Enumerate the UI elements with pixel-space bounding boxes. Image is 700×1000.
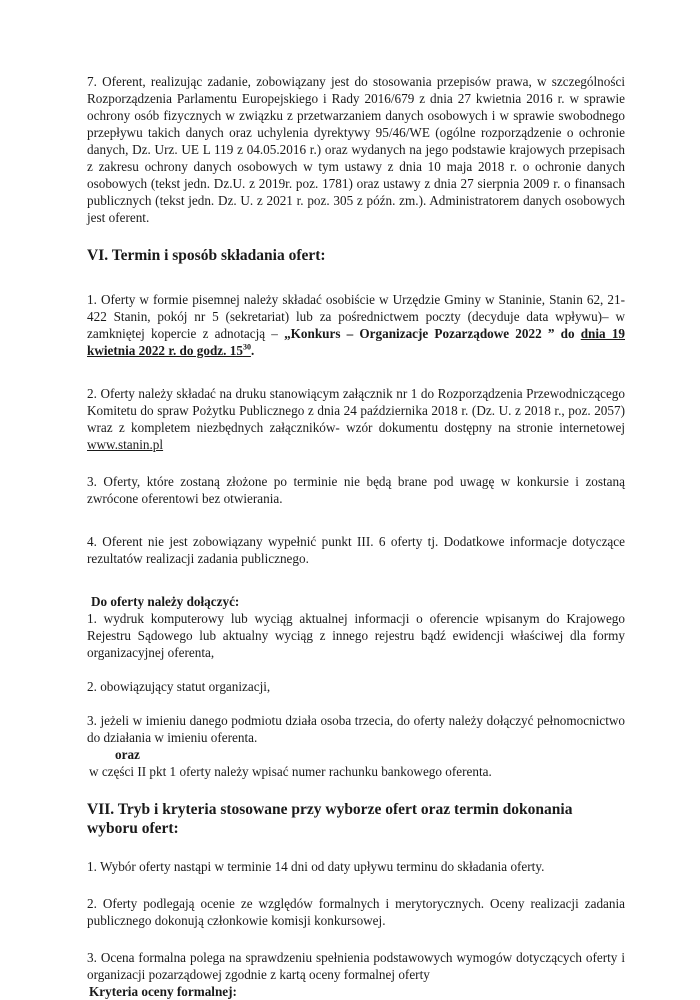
item-2-text: 2. Oferty należy składać na druku stanowiącym załącznik nr 1 do Rozporządzenia Przewodniczącego Komitetu do spraw Pożytku Publicznego z dnia 24 października 2018 r. (Dz. U. z 2018 r., poz. 2057) wraz z kompletem niezbędnych załączników- wzór dokumentu dostępny na stronie internetowej xyxy=(87,386,625,435)
deadline-minutes: 30 xyxy=(242,342,251,352)
section-vi-item-2 xyxy=(87,385,625,453)
stanin-website-link[interactable]: www.stanin.pl xyxy=(87,437,164,452)
attachment-2: 2. obowiązujący statut organizacji, xyxy=(87,679,271,694)
attachments-heading: Do oferty należy dołączyć: xyxy=(91,594,240,609)
formal-criteria-heading: Kryteria oceny formalnej: xyxy=(89,984,237,999)
document-content xyxy=(87,73,625,1000)
oraz-label: oraz xyxy=(115,747,140,762)
item-1-deadline: dnia 19 kwietnia 2022 r. do godz. $15^{30}$ xyxy=(87,326,626,358)
item-1-contest-name: „Konkurs – Organizacje Pozarządowe 2022 ” do xyxy=(284,326,581,341)
section-vi-heading: VI. Termin i sposób składania ofert: xyxy=(87,247,326,264)
section-vii-item-3: 3. Ocena formalna polega na sprawdzeniu spełnienia podstawowych wymogów dotyczących oferty i organizacji pozarządowej zgodnie z kartą oceny formalnej oferty xyxy=(87,950,625,982)
paragraph-7: 7. Oferent, realizując zadanie, zobowiązany jest do stosowania przepisów prawa, w szczególności Rozporządzenia Parlamentu Europejskiego i Rady 2016/679 z dnia 27 kwietnia 2016 r. w sprawie ochrony osób fizycznych w związku z przetwarzaniem danych osobowych i w sprawie swobodnego przepływu takich danych oraz uchylenia dyrektywy 95/46/WE (ogólne rozporządzenie o ochronie danych, Dz. Urz. UE L 119 z 04.05.2016 r.) oraz wydanych na jego podstawie krajowych przepisach z zakresu ochrony danych osobowych w tym ustawy z dnia 10 maja 2018 r. o ochronie danych osobowych (tekst jedn. Dz.U. z 2019r. poz. 1781) oraz ustawy z dnia 27 sierpnia 2009 r. o finansach publicznych (tekst jedn. Dz. U. z 2021 r. poz. 305 z późn. zm.). Administratorem danych osobowych jest oferent. xyxy=(87,74,625,225)
section-vi-item-1: 1. Oferty w formie pisemnej należy składać osobiście w Urzędzie Gminy w Staninie, Stanin 62, 21-422 Stanin, pokój nr 5 (sekretariat) lub za pośrednictwem poczty (decyduje data wpływu)– w zamkniętej kopercie z adnotacją – „Konkurs – Organizacje Pozarządowe 2022 ” do dnia 19 kwietnia 2022 r. do godz. $15^{30}$. xyxy=(87,292,626,358)
item-1-text: 1. Oferty w formie pisemnej należy składać osobiście w Urzędzie Gminy w Staninie, Stanin 62, 21-422 Stanin, pokój nr 5 (sekretariat) lub za pośrednictwem poczty (decyduje data wpływu)– w zamkniętej kopercie z adnotacją – xyxy=(87,292,625,341)
section-vii-item-1: 1. Wybór oferty nastąpi w terminie 14 dni od daty upływu terminu do składania oferty. xyxy=(87,859,545,874)
section-vi-item-4: 4. Oferent nie jest zobowiązany wypełnić punkt III. 6 oferty tj. Dodatkowe informacje dotyczące rezultatów realizacji zadania publicznego. xyxy=(87,534,625,566)
section-vii-item-2: 2. Oferty podlegają ocenie ze względów formalnych i merytorycznych. Oceny realizacji zadania publicznego dokonują członkowie komisji konkursowej. xyxy=(87,896,625,928)
attachment-1: 1. wydruk komputerowy lub wyciąg aktualnej informacji o oferencie wpisanym do Krajowego Rejestru Sądowego lub aktualny wyciąg z innego rejestru bądź ewidencji właściwej dla formy organizacyjnej oferenta, xyxy=(87,611,625,660)
attachment-3: 3. jeżeli w imieniu danego podmiotu działa osoba trzecia, do oferty należy dołączyć pełnomocnictwo do działania w imieniu oferenta. xyxy=(87,713,625,745)
section-vii-heading: VII. Tryb i kryteria stosowane przy wyborze ofert oraz termin dokonania wyboru ofert: xyxy=(87,801,573,837)
bank-account-note: w części II pkt 1 oferty należy wpisać numer rachunku bankowego oferenta. xyxy=(89,764,492,779)
section-vi-item-3: 3. Oferty, które zostaną złożone po terminie nie będą brane pod uwagę w konkursie i zostaną zwrócone oferentowi bez otwierania. xyxy=(87,474,625,506)
